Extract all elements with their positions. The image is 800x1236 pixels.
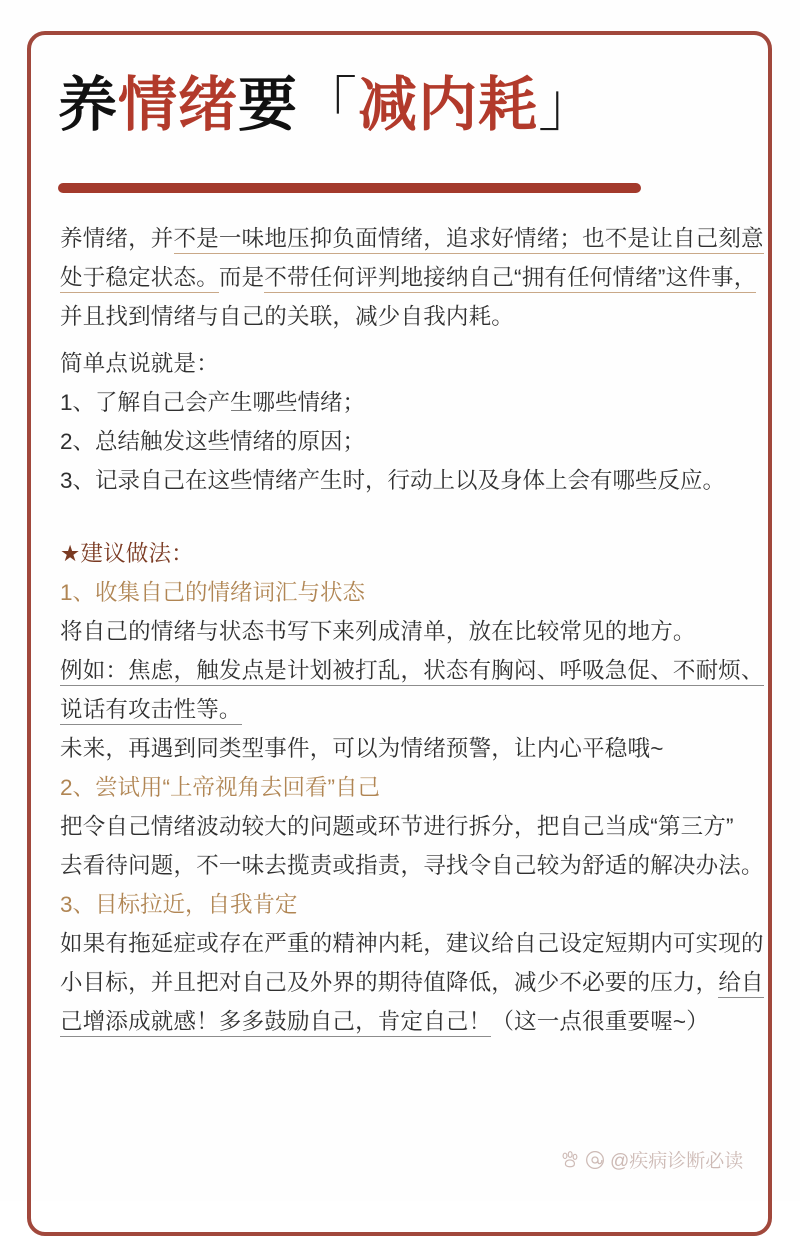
frame-bottom-gap xyxy=(300,1155,485,1171)
suggestion-2-line-1: 把令自己情绪波动较大的问题或环节进行拆分，把自己当成“第三方” xyxy=(60,814,734,839)
title-bracket-open: 「 xyxy=(298,72,359,138)
intro-line-1-a: 养情绪，并 xyxy=(60,226,174,251)
suggestion-3-line-1: 如果有拖延症或存在严重的精神内耗，建议给自己设定短期内可实现的 xyxy=(60,931,764,956)
watermark xyxy=(560,1146,743,1173)
watermark-handle: @疾病诊断必读 xyxy=(610,1151,744,1172)
suggestion-3-line-3 xyxy=(60,1002,760,1041)
baidu-paw-icon xyxy=(560,1150,580,1170)
title-bracket-close: 」 xyxy=(538,72,599,138)
intro-line-2 xyxy=(60,258,760,297)
simple-item-1: 1、了解自己会产生哪些情绪； xyxy=(60,390,366,415)
intro-line-1-c: 也不是让自己刻意 xyxy=(582,226,764,254)
simple-item-3: 3、记录自己在这些情绪产生时，行动上以及身体上会有哪些反应。 xyxy=(60,468,726,493)
title-segment-4: 减内耗 xyxy=(358,72,539,138)
suggestion-1-line-1: 将自己的情绪与状态书写下来列成清单，放在比较常见的地方。 xyxy=(60,619,696,644)
at-sign-icon xyxy=(585,1150,605,1170)
simple-lead: 简单点说就是： xyxy=(60,351,219,376)
suggestion-3-title: 3、目标拉近，自我肯定 xyxy=(60,892,298,917)
suggestion-1-line-2 xyxy=(60,651,764,690)
suggestion-1-line-3 xyxy=(60,690,760,729)
intro-line-2-b: 而是 xyxy=(218,265,265,290)
suggestion-1-line-2-text: 例如：焦虑，触发点是计划被打乱，状态有胸闷、呼吸急促、不耐烦、 xyxy=(60,658,764,686)
intro-line-1-b: 不是一味地压抑负面情绪，追求好情绪； xyxy=(174,226,583,254)
page-title xyxy=(58,74,718,138)
title-segment-1: 养 xyxy=(58,72,119,138)
intro-line-2-a: 处于稳定状态。 xyxy=(60,265,219,293)
intro-line-2-c: 不带任何评判地接纳自己“拥有任何情绪”这件事， xyxy=(264,265,756,293)
suggestion-3-line-2-a: 小目标，并且把对自己及外界的期待值降低，减少不必要的压力， xyxy=(60,970,719,995)
suggestion-2-title: 2、尝试用“上帝视角去回看”自己 xyxy=(60,775,380,800)
suggestion-1-line-3-text: 说话有攻击性等。 xyxy=(60,697,242,725)
title-segment-2: 情绪 xyxy=(118,72,239,138)
title-segment-3: 要 xyxy=(238,72,299,138)
simple-item-2: 2、总结触发这些情绪的原因； xyxy=(60,429,366,454)
suggestion-1-line-4: 未来，再遇到同类型事件，可以为情绪预警，让内心平稳哦~ xyxy=(60,736,664,761)
suggestion-1-title: 1、收集自己的情绪词汇与状态 xyxy=(60,580,366,605)
suggestion-2-line-2: 去看待问题，不一味去揽责或指责，寻找令自己较为舒适的解决办法。 xyxy=(60,853,764,878)
article-body xyxy=(60,219,764,1041)
intro-line-1 xyxy=(60,219,764,258)
suggestion-3-line-3-a: 己增添成就感！多多鼓励自己，肯定自己！ xyxy=(60,1009,491,1037)
suggestion-3-line-2-b: 给自 xyxy=(718,970,763,998)
suggestion-3-line-2 xyxy=(60,963,764,1002)
intro-line-3: 并且找到情绪与自己的关联，减少自我内耗。 xyxy=(60,304,515,329)
suggestion-3-line-3-b: （这一点很重要喔~） xyxy=(491,1009,709,1034)
suggestions-heading: ★建议做法： xyxy=(60,541,194,566)
title-underline-bar xyxy=(58,183,641,193)
